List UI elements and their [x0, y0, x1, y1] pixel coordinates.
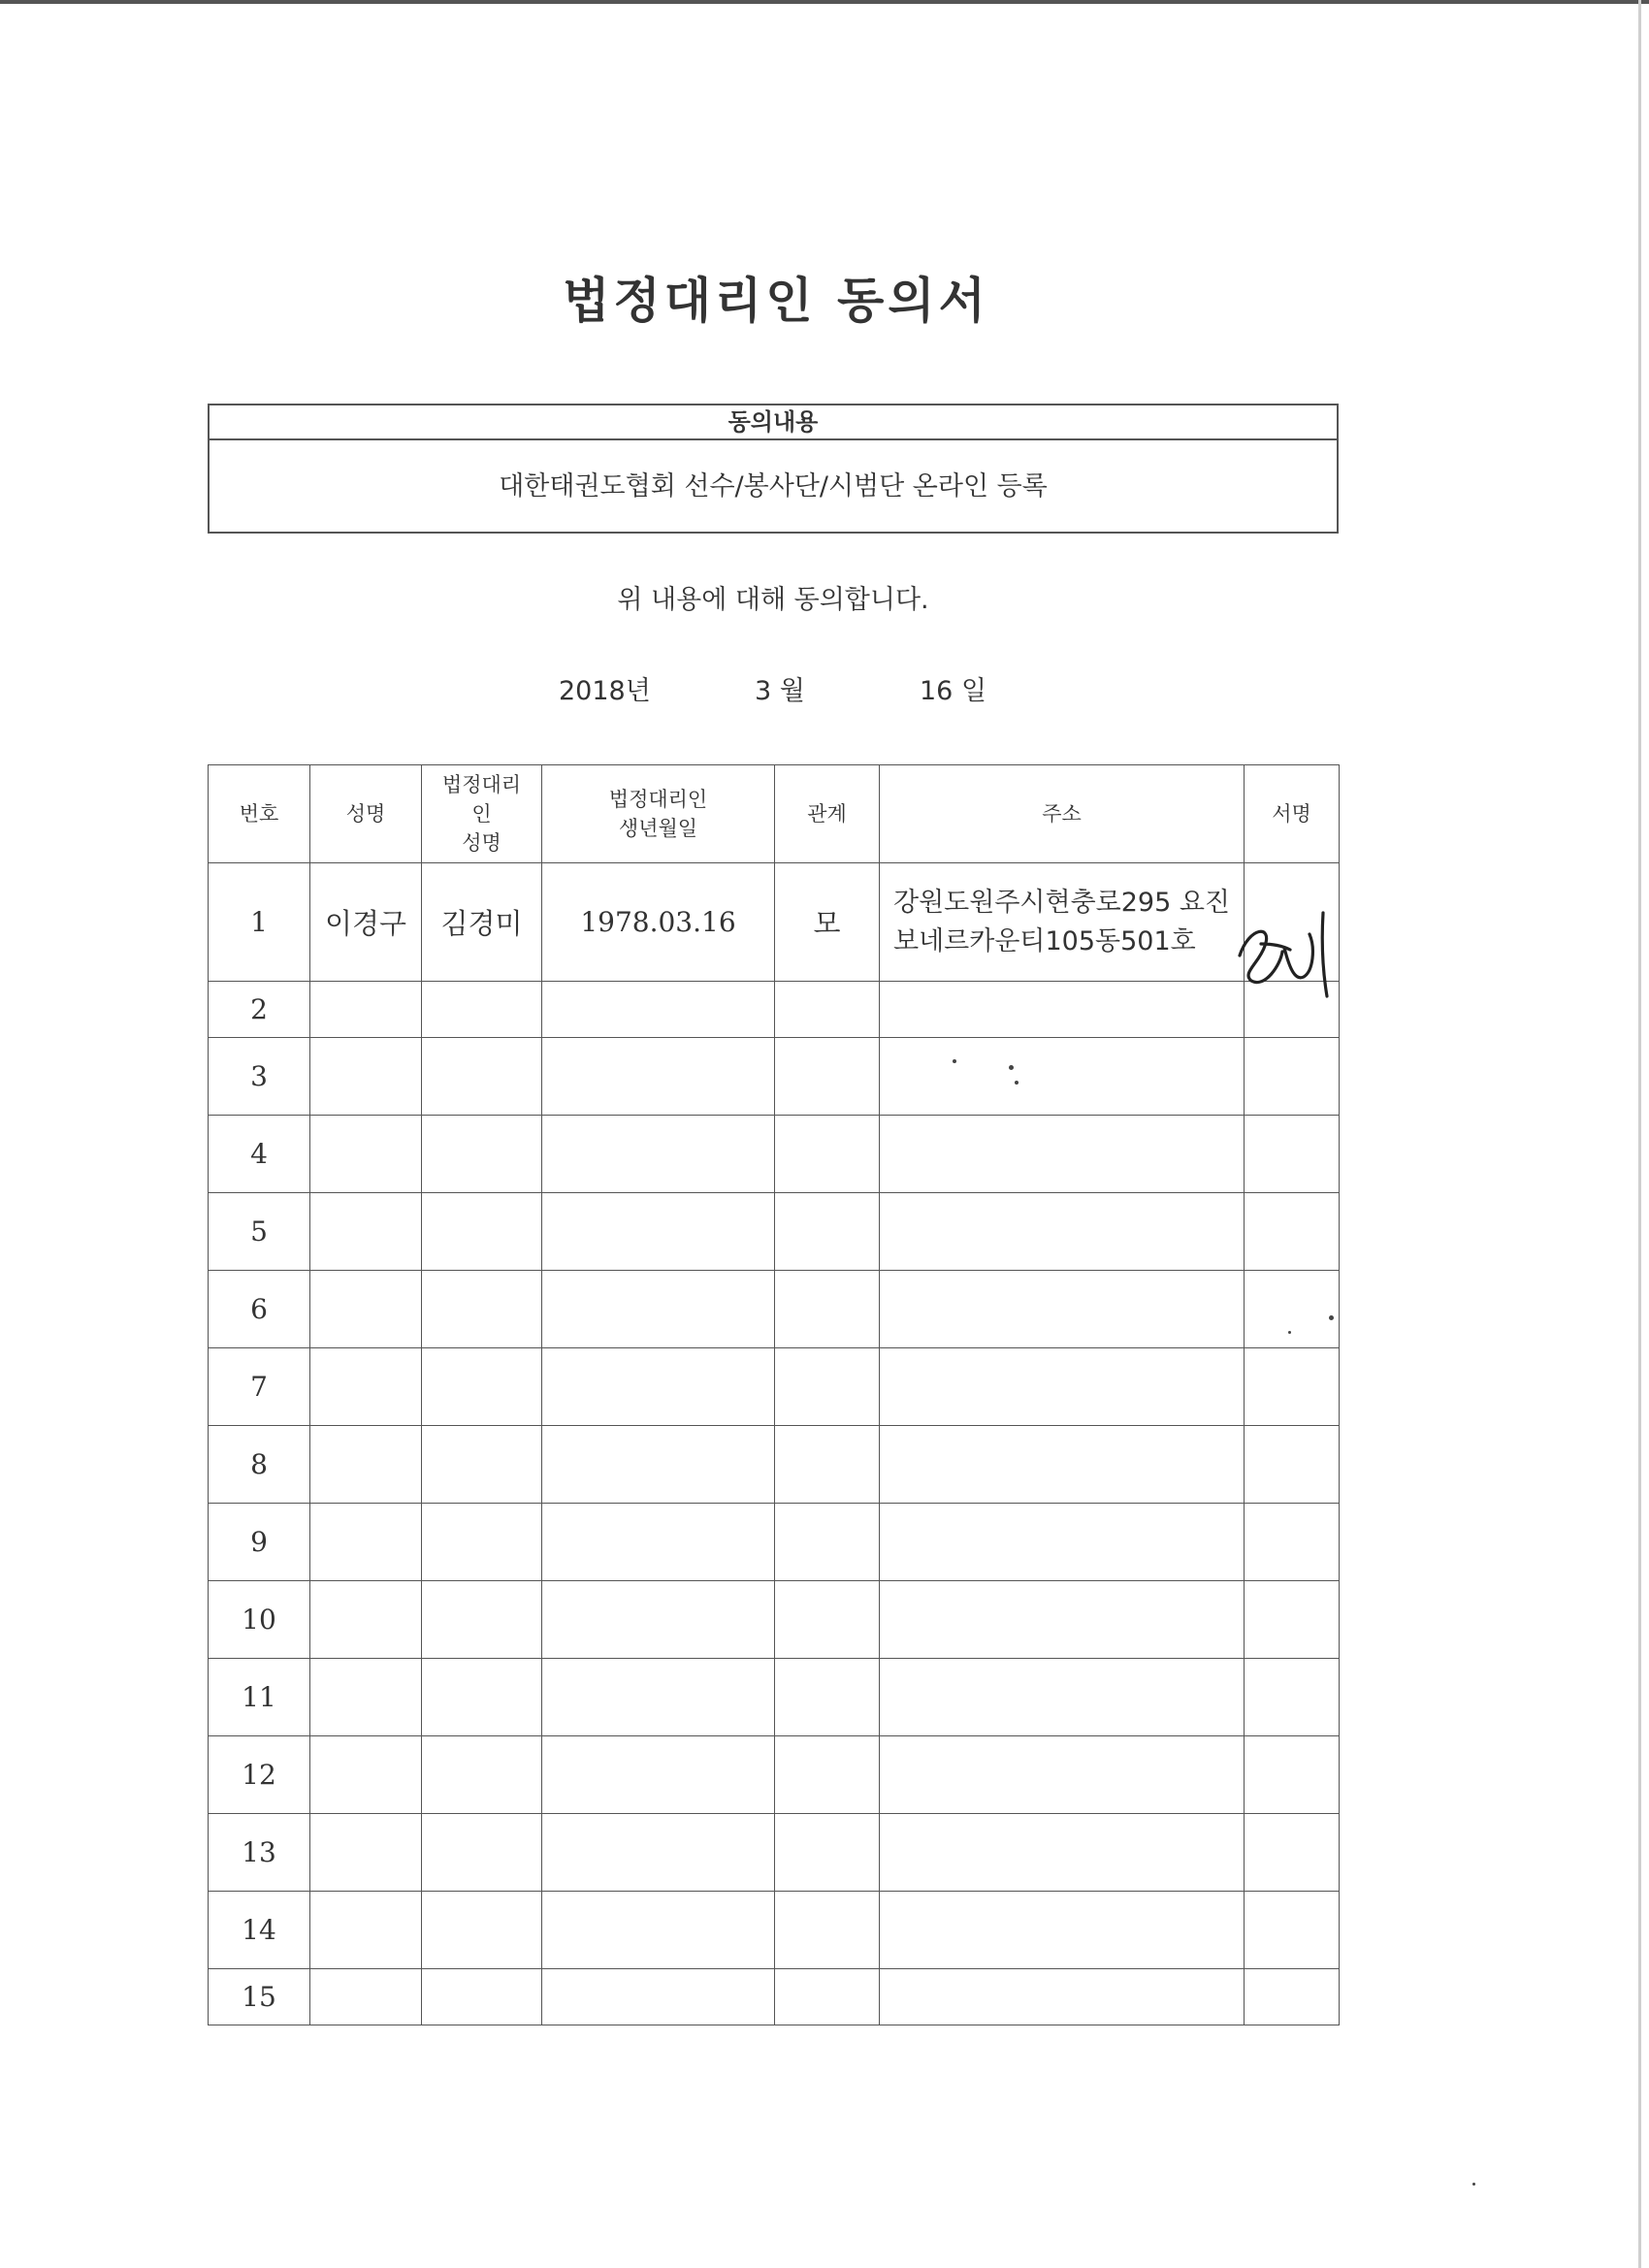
cell-no: 11: [209, 1659, 310, 1736]
table-row: [209, 1969, 1340, 2025]
header-address: 주소: [880, 765, 1245, 863]
cell-guardian-name: [422, 1892, 542, 1969]
header-guardian-birth: 법정대리인 생년월일: [542, 765, 775, 863]
cell-relation: [775, 1038, 880, 1116]
table-row: [209, 1116, 1340, 1193]
cell-address: [880, 1814, 1245, 1892]
cell-guardian-name: [422, 1426, 542, 1504]
table-row: [209, 1892, 1340, 1969]
table-row: [209, 1504, 1340, 1581]
table-row: [209, 1581, 1340, 1659]
cell-relation: [775, 1116, 880, 1193]
cell-no: 15: [209, 1969, 310, 2025]
table-row: [209, 1348, 1340, 1426]
cell-no: 8: [209, 1426, 310, 1504]
cell-name: [310, 1659, 422, 1736]
cell-no: 6: [209, 1271, 310, 1348]
header-signature: 서명: [1245, 765, 1340, 863]
scan-edge-right: [1638, 0, 1641, 2268]
handwritten-signature-icon: [1222, 888, 1348, 1014]
cell-signature: [1245, 1892, 1340, 1969]
cell-name: [310, 1504, 422, 1581]
scan-speck: [1472, 2183, 1475, 2186]
cell-name: [310, 1581, 422, 1659]
cell-address: [880, 1581, 1245, 1659]
cell-relation: [775, 1814, 880, 1892]
cell-guardian-birth: [542, 1426, 775, 1504]
cell-relation: [775, 1426, 880, 1504]
cell-guardian-name: [422, 1193, 542, 1271]
cell-guardian-name: [422, 982, 542, 1038]
cell-guardian-name: [422, 1348, 542, 1426]
cell-no: 13: [209, 1814, 310, 1892]
table-body: [209, 863, 1340, 2025]
document-title: 법정대리인 동의서: [563, 273, 989, 329]
cell-signature: [1245, 1504, 1340, 1581]
cell-guardian-name: [422, 1969, 542, 2025]
table-row: [209, 982, 1340, 1038]
cell-address: [880, 1892, 1245, 1969]
cell-guardian-name: [422, 1659, 542, 1736]
cell-name: [310, 1271, 422, 1348]
cell-relation: [775, 1659, 880, 1736]
cell-no: 14: [209, 1892, 310, 1969]
cell-no: 3: [209, 1038, 310, 1116]
cell-relation: 모: [775, 863, 880, 982]
cell-relation: [775, 1271, 880, 1348]
cell-name: [310, 1193, 422, 1271]
cell-name: [310, 1814, 422, 1892]
cell-guardian-birth: 1978.03.16: [542, 863, 775, 982]
header-no: 번호: [209, 765, 310, 863]
cell-address: [880, 1038, 1245, 1116]
cell-no: 7: [209, 1348, 310, 1426]
cell-guardian-birth: [542, 1193, 775, 1271]
cell-name: 이경구: [310, 863, 422, 982]
table-row: [209, 1426, 1340, 1504]
cell-relation: [775, 1348, 880, 1426]
cell-signature: [1245, 1271, 1340, 1348]
cell-signature: [1245, 1581, 1340, 1659]
scan-speck: [953, 1059, 956, 1063]
cell-name: [310, 1736, 422, 1814]
date-year: 2018년: [559, 676, 651, 706]
cell-address: [880, 1271, 1245, 1348]
cell-name: [310, 982, 422, 1038]
cell-no: 10: [209, 1581, 310, 1659]
cell-guardian-birth: [542, 1271, 775, 1348]
cell-no: 1: [209, 863, 310, 982]
cell-guardian-birth: [542, 1581, 775, 1659]
cell-name: [310, 1116, 422, 1193]
table-row: [209, 1659, 1340, 1736]
cell-relation: [775, 1504, 880, 1581]
cell-address: [880, 1659, 1245, 1736]
cell-guardian-birth: [542, 1504, 775, 1581]
date-month: 3 월: [755, 676, 805, 706]
cell-no: 5: [209, 1193, 310, 1271]
scan-speck: [1015, 1081, 1018, 1085]
table-row: [209, 1038, 1340, 1116]
guardian-table: [208, 764, 1340, 2025]
cell-guardian-name: 김경미: [422, 863, 542, 982]
cell-guardian-birth: [542, 1038, 775, 1116]
cell-guardian-birth: [542, 1969, 775, 2025]
cell-address: [880, 1736, 1245, 1814]
cell-guardian-birth: [542, 982, 775, 1038]
scan-speck: [1329, 1315, 1334, 1320]
cell-no: 12: [209, 1736, 310, 1814]
cell-address: 강원도원주시현충로295 요진보네르카운티105동501호: [880, 863, 1245, 982]
cell-relation: [775, 1736, 880, 1814]
scan-edge-top: [0, 0, 1649, 4]
cell-guardian-birth: [542, 1659, 775, 1736]
cell-no: 9: [209, 1504, 310, 1581]
cell-address: [880, 1348, 1245, 1426]
cell-signature: [1245, 1969, 1340, 2025]
cell-signature: [1245, 1116, 1340, 1193]
cell-relation: [775, 1581, 880, 1659]
cell-name: [310, 1348, 422, 1426]
cell-guardian-name: [422, 1038, 542, 1116]
cell-name: [310, 1969, 422, 2025]
date-day: 16 일: [920, 676, 987, 706]
cell-address: [880, 1426, 1245, 1504]
header-guardian-name: 법정대리 인 성명: [422, 765, 542, 863]
table-header-row: [209, 765, 1340, 863]
consent-body: 대한태권도협회 선수/봉사단/시범단 온라인 등록: [499, 471, 1048, 502]
scan-speck: [1009, 1065, 1014, 1070]
cell-guardian-name: [422, 1504, 542, 1581]
consent-header: 동의내용: [210, 405, 1337, 440]
cell-signature: [1245, 1659, 1340, 1736]
table-row: [209, 1193, 1340, 1271]
cell-relation: [775, 982, 880, 1038]
cell-guardian-name: [422, 1271, 542, 1348]
cell-guardian-birth: [542, 1892, 775, 1969]
cell-signature: [1245, 1426, 1340, 1504]
cell-name: [310, 1038, 422, 1116]
cell-signature: [1245, 1348, 1340, 1426]
cell-address: [880, 1969, 1245, 2025]
table-row: [209, 1814, 1340, 1892]
cell-no: 4: [209, 1116, 310, 1193]
header-relation: 관계: [775, 765, 880, 863]
cell-signature: [1245, 1193, 1340, 1271]
cell-address: [880, 1504, 1245, 1581]
consent-box: [208, 404, 1339, 534]
cell-signature: [1245, 1038, 1340, 1116]
cell-guardian-birth: [542, 1116, 775, 1193]
cell-name: [310, 1426, 422, 1504]
cell-guardian-birth: [542, 1814, 775, 1892]
cell-address: [880, 1116, 1245, 1193]
cell-guardian-name: [422, 1581, 542, 1659]
cell-relation: [775, 1969, 880, 2025]
table-row: [209, 1736, 1340, 1814]
cell-name: [310, 1892, 422, 1969]
cell-guardian-name: [422, 1116, 542, 1193]
scan-speck: [1288, 1331, 1291, 1334]
cell-address: [880, 1193, 1245, 1271]
cell-guardian-birth: [542, 1348, 775, 1426]
cell-signature: [1245, 1814, 1340, 1892]
cell-guardian-name: [422, 1814, 542, 1892]
table-row: [209, 863, 1340, 982]
cell-relation: [775, 1193, 880, 1271]
cell-address: [880, 982, 1245, 1038]
cell-relation: [775, 1892, 880, 1969]
cell-guardian-birth: [542, 1736, 775, 1814]
cell-signature: [1245, 1736, 1340, 1814]
cell-guardian-name: [422, 1736, 542, 1814]
cell-no: 2: [209, 982, 310, 1038]
table-row: [209, 1271, 1340, 1348]
header-name: 성명: [310, 765, 422, 863]
agreement-statement: 위 내용에 대해 동의합니다.: [617, 585, 929, 615]
